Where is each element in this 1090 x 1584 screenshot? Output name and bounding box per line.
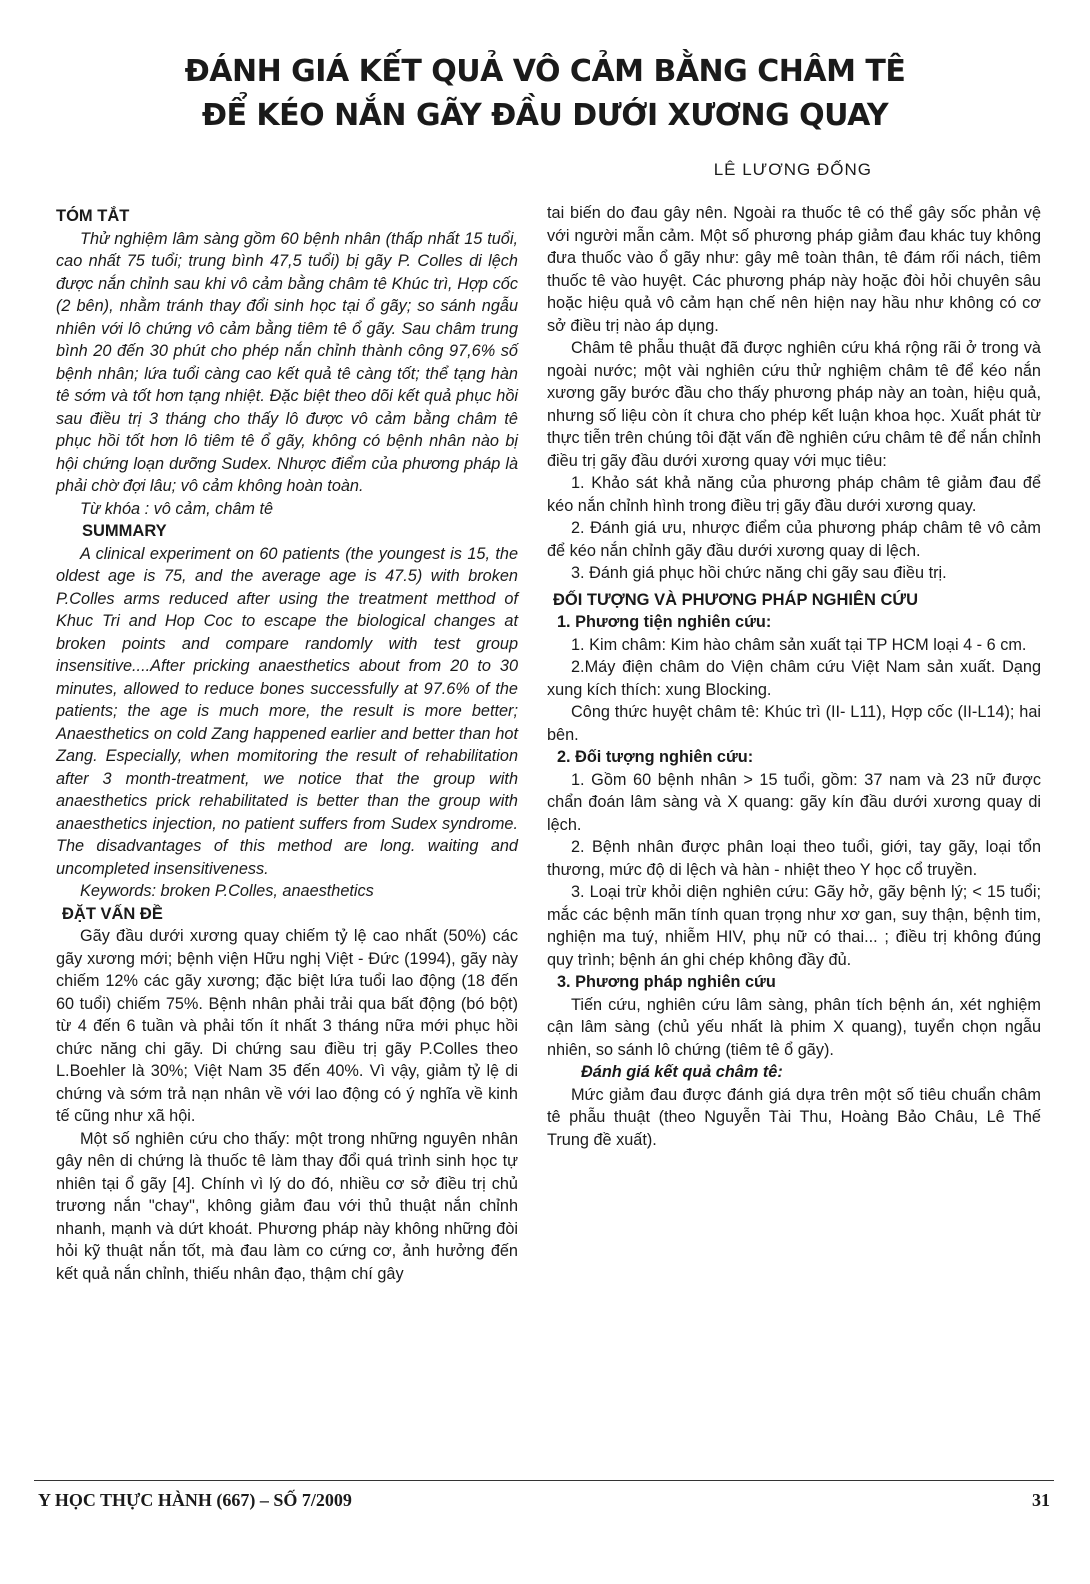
- subheading-methods: 3. Phương pháp nghiên cứu: [557, 973, 776, 991]
- title-line-1: ĐÁNH GIÁ KẾT QUẢ VÔ CẢM BẰNG CHÂM TÊ: [184, 54, 906, 89]
- page-number: 31: [1032, 1490, 1050, 1510]
- keywords-vietnamese: Từ khóa : vô cảm, châm tê: [80, 499, 274, 518]
- means-machine: 2.Máy điện châm do Viện châm cứu Việt Nam sản xuất. Dạng xung kích thích: xung Blocking.: [547, 658, 1041, 699]
- section-heading-tomtat: TÓM TẮT: [56, 207, 130, 225]
- subjects-1: 1. Gồm 60 bệnh nhân > 15 tuổi, gồm: 37 nam và 23 nữ được chẩn đoán lâm sàng và X quang: gãy kín đầu dưới xương quay di lệch.: [547, 770, 1041, 834]
- subjects-3: 3. Loại trừ khỏi diện nghiên cứu: Gãy hở, gãy bệnh lý; < 15 tuổi; mắc các bệnh mãn tính quan trọng như xơ gan, suy thận, bệnh tim, nghiện ma tuý, nhiễm HIV, phụ nữ có thai... ; điều trị không đúng quy trình; bệnh án ghi chép không đầy đủ.: [547, 883, 1041, 969]
- footer-divider: [34, 1480, 1054, 1481]
- keywords-english: Keywords: broken P.Colles, anaesthetics: [80, 882, 374, 900]
- means-acupoints: Công thức huyệt châm tê: Khúc trì (II- L11), Hợp cốc (II-L14); hai bên.: [547, 703, 1041, 744]
- subjects-2: 2. Bệnh nhân được phân loại theo tuổi, giới, tay gãy, loại tổn thương, mức độ di lệch và hàn - nhiệt theo Y học cổ truyền.: [547, 838, 1041, 879]
- abstract-vietnamese: Thử nghiệm lâm sàng gồm 60 bệnh nhân (thấp nhất 15 tuổi, cao nhất 75 tuổi; trung bình 47,5 tuổi) bị gãy P. Colles di lệch được nắn chỉnh sau khi vô cảm bằng châm tê Khúc trì, Hợp cốc (2 bên), nhằm tránh thay đổi sinh học tại ổ gãy; so sánh ngẫu nhiên với lô chứng vô cảm bằng tiêm tê ổ gãy. Sau châm trung bình 20 đến 30 phút cho phép nắn chỉnh thành công 97,6% số bệnh nhân; lứa tuổi càng cao kết quả tê càng tốt; thể tạng hàn tê sớm và tốt hơn tạng nhiệt. Đặc biệt theo dõi kết quả phục hồi sau điều trị 3 tháng cho thấy lô được vô cảm bằng châm tê phục hồi tốt hơn lô tiêm tê ổ gãy, không có bệnh nhân nào bị hội chứng loạn dưỡng Sudex. Nhược điểm của phương pháp là phải chờ đợi lâu; vô cảm không hoàn toàn.: [56, 229, 518, 495]
- journal-footer: Y HỌC THỰC HÀNH (667) – SỐ 7/2009: [38, 1490, 352, 1510]
- methods-body: Tiến cứu, nghiên cứu lâm sàng, phân tích bệnh án, xét nghiệm cận lâm sàng (chủ yếu nhất là phim X quang), tuyển chọn ngẫu nhiên, so sánh lô chứng (tiêm tê ổ gãy).: [547, 995, 1041, 1059]
- means-needle: 1. Kim châm: Kim hào châm sản xuất tại TP HCM loại 4 - 6 cm.: [571, 635, 1027, 654]
- left-column: [56, 202, 518, 1285]
- subheading-means: 1. Phương tiện nghiên cứu:: [557, 613, 772, 631]
- objective-2: 2. Đánh giá ưu, nhược điểm của phương pháp châm tê vô cảm để kéo nắn chỉnh gãy đầu dưới xương quay di lệch.: [547, 519, 1041, 560]
- objective-3: 3. Đánh giá phục hồi chức năng chi gãy sau điều trị.: [571, 564, 947, 582]
- author-name: LÊ LƯƠNG ĐỐNG: [713, 160, 872, 179]
- abstract-english: A clinical experiment on 60 patients (the youngest is 15, the oldest age is 75, and the average age is 47.5) with broken P.Colles arms reduced after using the treatment metthod of Khuc Tri and Hop Coc to escape the biological changes at broken points and compare randomly with test group insensitive....After pricking anaesthetics about from 20 to 30 minutes, allowed to reduce bones successfully at 97.6% of the patients; the age is much more, the result is more better; Anaesthetics on cold Zang happened earlier and better than hot Zang. Especially, when momitoring the result of rehabilitation after 3 month-treatment, we notice that the group with anaesthetics prick rehabilitated is better than the group with anaesthetics injection, no patient suffers from Sudex syndrome. The disadvantages of this method are long. waiting and uncompleted insensitiveness.: [56, 544, 518, 878]
- intro-paragraph-4: Châm tê phẫu thuật đã được nghiên cứu khá rộng rãi ở trong và ngoài nước; một vài nghiên cứu thử nghiệm châm tê để kéo nắn xương gãy bước đầu cho thấy phương pháp này an toàn, hiệu quả, nhưng số liệu còn ít chưa cho phép kết luận khoa học. Xuất phát từ thực tiễn trên chúng tôi đặt vấn đề nghiên cứu châm tê để nắn chỉnh điều trị gãy đầu dưới xương quay với mục tiêu:: [547, 339, 1041, 470]
- evaluation-body: Mức giảm đau được đánh giá dựa trên một số tiêu chuẩn châm tê phẫu thuật (theo Nguyễn Tài Thu, Hoàng Bảo Châu, Lê Thế Trung đề xuất).: [547, 1085, 1041, 1149]
- title-line-2: ĐỂ KÉO NẮN GÃY ĐẦU DƯỚI XƯƠNG QUAY: [201, 98, 889, 133]
- intro-paragraph-1: Gãy đầu dưới xương quay chiếm tỷ lệ cao nhất (50%) các gãy xương mới; bệnh viện Hữu nghị Việt - Đức (1994), gãy này chiếm 12% các gãy xương; đặc biệt lứa tuổi lao động (18 đến 60 tuổi) chiếm 75%. Bệnh nhân phải trải qua bất động (bó bột) từ 4 đến 6 tuần và phải tốn ít nhất 3 tháng nữa mới phục hồi chức năng chi gãy. Di chứng sau điều trị gãy P.Colles theo L.Boehler là 30%; Việt Nam 35 đến 40%. Vì vậy, giảm tỷ lệ di chứng và sớm trả nạn nhân về với lao động có ý nghĩa về kinh tế cũng như xã hội.: [56, 927, 518, 1125]
- subheading-evaluation: Đánh giá kết quả châm tê:: [581, 1063, 783, 1081]
- article-title: [0, 50, 1090, 138]
- right-column: [547, 202, 1041, 1151]
- intro-paragraph-2: Một số nghiên cứu cho thấy: một trong những nguyên nhân gây nên di chứng là thuốc tê làm thay đổi quá trình sinh học tự nhiên tại ổ gãy [4]. Chính vì lý do đó, nhiều cơ sở điều trị chủ trương nắn "chay", không giảm đau với thủ thuật nắn chỉnh nhanh, mạnh và dứt khoát. Phương pháp này không những đòi hỏi kỹ thuật nắn tốt, mà đau làm co cứng cơ, ảnh hưởng đến kết quả nắn chỉnh, thiếu nhân đạo, thậm chí gây: [56, 1129, 518, 1283]
- section-heading-methods: ĐỐI TƯỢNG VÀ PHƯƠNG PHÁP NGHIÊN CỨU: [553, 590, 919, 609]
- objective-1: 1. Khảo sát khả năng của phương pháp châm tê giảm đau để kéo nắn chỉnh hình trong điều trị gãy đầu dưới xương quay.: [547, 474, 1041, 515]
- subheading-subjects: 2. Đối tượng nghiên cứu:: [557, 748, 754, 766]
- section-heading-summary: SUMMARY: [82, 522, 167, 540]
- intro-paragraph-3: tai biến do đau gây nên. Ngoài ra thuốc tê có thể gây sốc phản vệ với người mẫn cảm. Một số phương pháp giảm đau khác tuy không đưa thuốc vào ổ gãy như: gây mê toàn thân, tê đám rối nách, tiêm thuốc tê vào huyệt. Các phương pháp này hoặc đòi hỏi chuyên sâu hoặc hiệu quả vô cảm hạn chế nên hiện nay hầu như không có cơ sở điều trị nào áp dụng.: [547, 204, 1041, 335]
- section-heading-datvande: ĐẶT VẤN ĐỀ: [62, 904, 163, 923]
